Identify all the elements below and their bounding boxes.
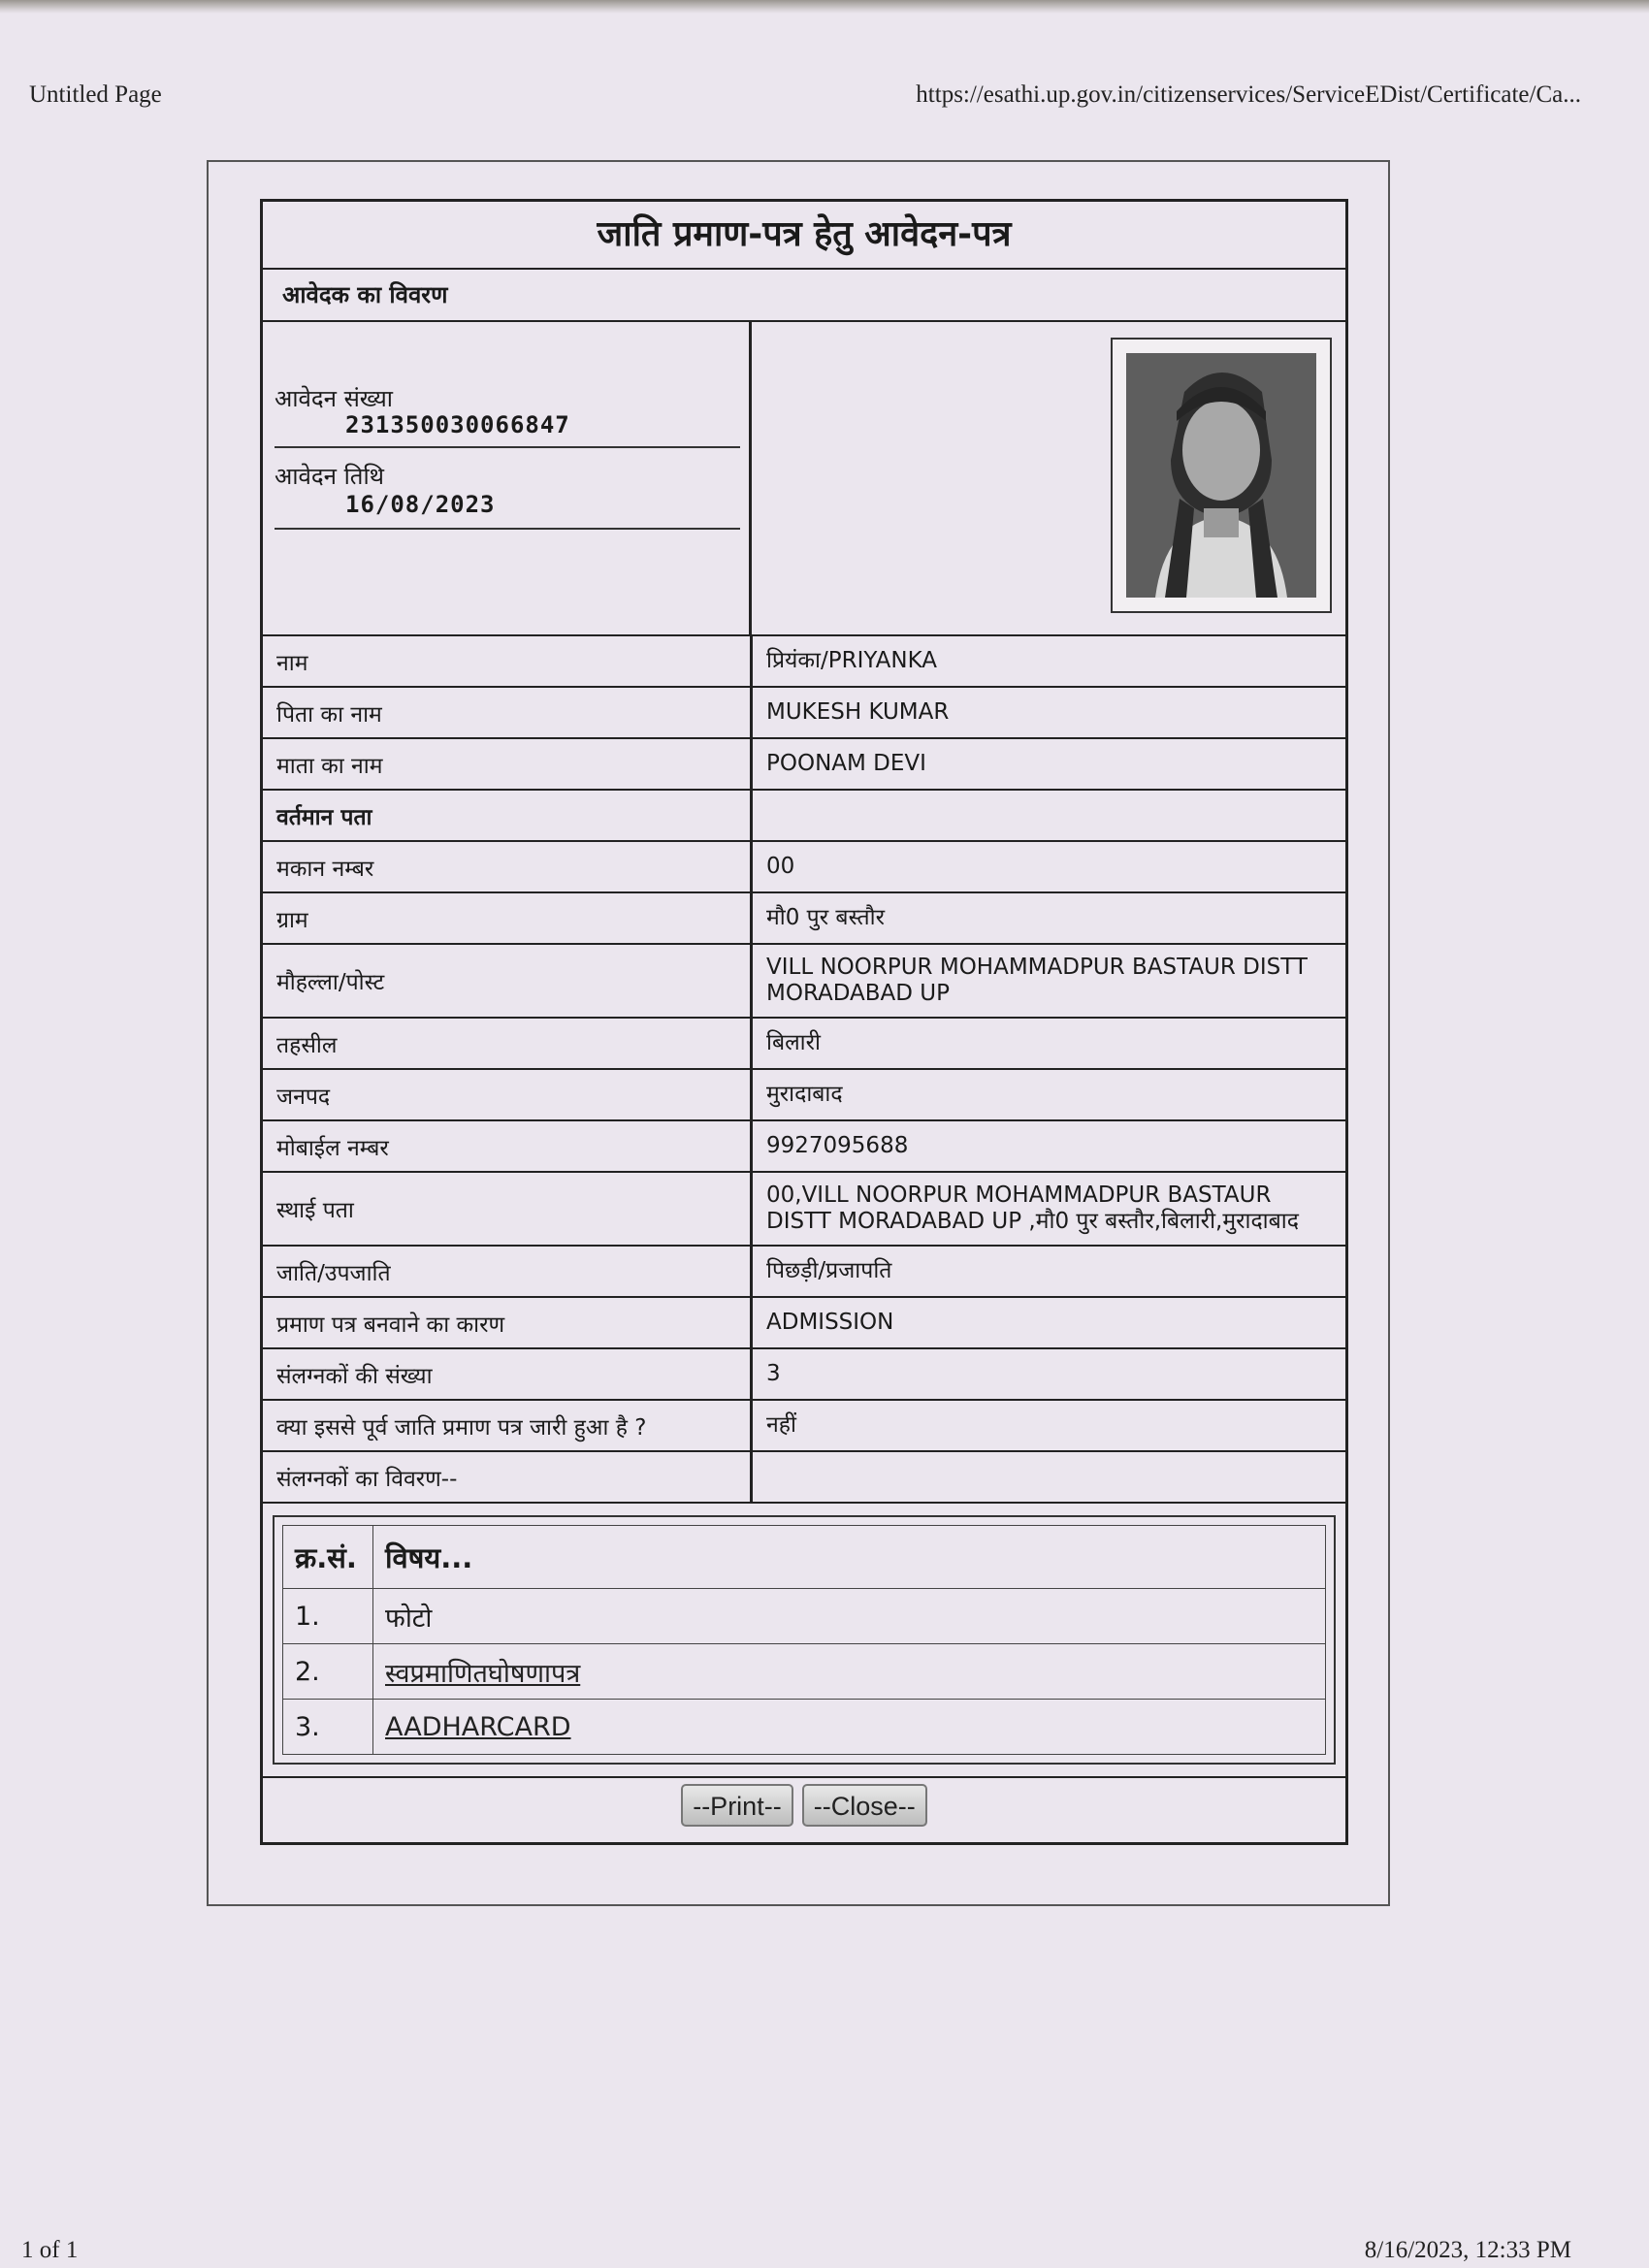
photo-area [752,322,1345,634]
button-row [263,1778,1345,1842]
table-row [263,1069,1345,1120]
field-value: VILL NOORPUR MOHAMMADPUR BASTAUR DISTT MORADABAD UP [752,944,1346,1018]
field-value: MUKESH KUMAR [752,687,1346,738]
table-row [263,1348,1345,1400]
field-value: मुरादाबाद [752,1069,1346,1120]
field-label: स्थाई पता [263,1172,752,1246]
page-title: Untitled Page [29,81,162,108]
col-header-no: क्र.सं. [283,1526,373,1589]
table-row [263,944,1345,1018]
attachments-frame [273,1515,1336,1765]
table-row [263,636,1345,687]
field-label: वर्तमान पता [263,790,752,841]
attachment-subject: फोटो [373,1589,1326,1644]
form-title: जाति प्रमाण-पत्र हेतु आवेदन-पत्र [263,202,1345,270]
field-value: प्रियंका/PRIYANKA [752,636,1346,687]
field-value [752,790,1346,841]
field-value: 3 [752,1348,1346,1400]
table-row [263,1018,1345,1069]
attachment-cell [373,1700,1326,1755]
field-label: पिता का नाम [263,687,752,738]
col-header-subject: विषय... [373,1526,1326,1589]
table-row [263,1451,1345,1503]
application-no-label: आवेदन संख्या [275,385,393,412]
table-row [263,892,1345,944]
field-label: नाम [263,636,752,687]
table-row [263,841,1345,892]
attachment-cell [373,1644,1326,1700]
page-count: 1 of 1 [21,2237,79,2263]
field-label: तहसील [263,1018,752,1069]
attachment-link[interactable]: स्वप्रमाणितघोषणापत्र [385,1658,581,1689]
field-label: मकान नम्बर [263,841,752,892]
attachment-link[interactable]: AADHARCARD [385,1711,571,1742]
table-row [283,1644,1326,1700]
application-info [263,322,752,634]
field-label: संलग्नकों की संख्या [263,1348,752,1400]
field-value: 00,VILL NOORPUR MOHAMMADPUR BASTAUR DISTT MORADABAD UP ,मौ0 पुर बस्तौर,बिलारी,मुरादाबाद [752,1172,1346,1246]
field-label: माता का नाम [263,738,752,790]
application-no: 231350030066847 [345,411,570,438]
table-row [263,790,1345,841]
field-value: नहीं [752,1400,1346,1451]
field-label: क्या इससे पूर्व जाति प्रमाण पत्र जारी हुआ है ? [263,1400,752,1451]
attachment-no: 3. [283,1700,373,1755]
divider [275,528,740,530]
table-row [263,1297,1345,1348]
attachment-no: 2. [283,1644,373,1700]
field-value: ADMISSION [752,1297,1346,1348]
photo-frame [1111,338,1332,613]
application-form [260,199,1348,1845]
application-date-label: आवेदन तिथि [275,463,385,490]
scan-edge [0,0,1649,14]
close-button[interactable]: --Close-- [802,1784,927,1827]
field-value: बिलारी [752,1018,1346,1069]
field-label: मोबाईल नम्बर [263,1120,752,1172]
field-value: 9927095688 [752,1120,1346,1172]
field-value: पिछड़ी/प्रजापति [752,1246,1346,1297]
table-row [263,1172,1345,1246]
table-row [263,738,1345,790]
details-table [263,636,1345,1504]
table-row [263,1400,1345,1451]
table-row [263,1246,1345,1297]
field-value [752,1451,1346,1503]
table-row [283,1589,1326,1644]
page-url: https://esathi.up.gov.in/citizenservices/ServiceEDist/Certificate/Ca... [916,81,1581,108]
section-title: आवेदक का विवरण [263,270,1345,322]
divider [275,446,740,448]
application-header [263,322,1345,636]
print-timestamp: 8/16/2023, 12:33 PM [1364,2237,1571,2263]
field-label: ग्राम [263,892,752,944]
field-value: मौ0 पुर बस्तौर [752,892,1346,944]
application-date: 16/08/2023 [345,491,496,518]
attachments-section [263,1504,1345,1778]
field-label: मौहल्ला/पोस्ट [263,944,752,1018]
table-header-row [283,1526,1326,1589]
table-row [263,687,1345,738]
print-button[interactable]: --Print-- [681,1784,792,1827]
table-row [283,1700,1326,1755]
field-label: प्रमाण पत्र बनवाने का कारण [263,1297,752,1348]
field-value: POONAM DEVI [752,738,1346,790]
field-label: जाति/उपजाति [263,1246,752,1297]
table-row [263,1120,1345,1172]
attachments-table [282,1525,1326,1755]
field-value: 00 [752,841,1346,892]
field-label: संलग्नकों का विवरण-- [263,1451,752,1503]
attachment-no: 1. [283,1589,373,1644]
field-label: जनपद [263,1069,752,1120]
applicant-photo [1126,353,1316,598]
